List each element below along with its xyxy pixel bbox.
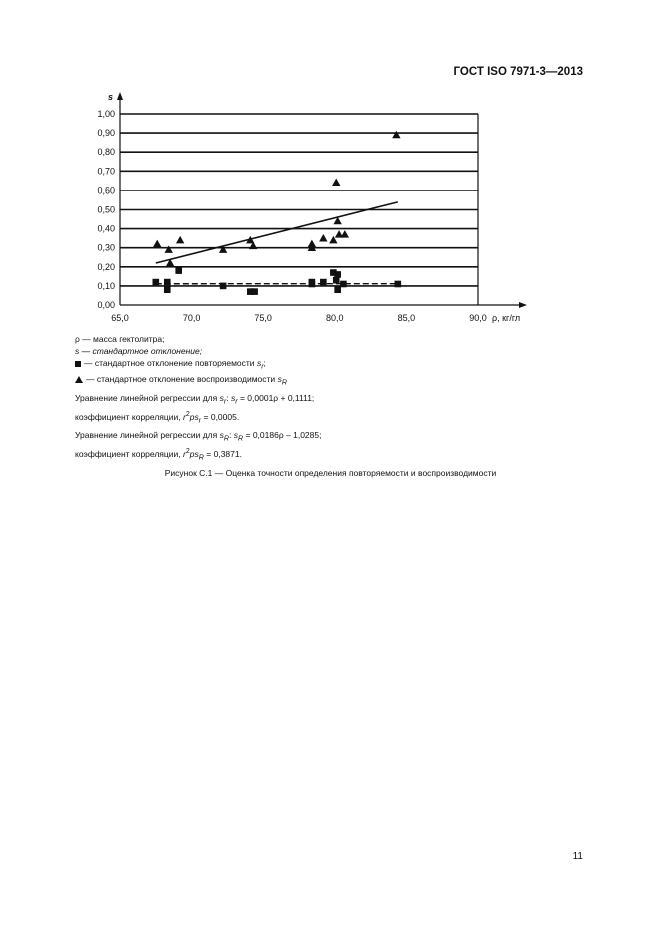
- regression-sr-line1: [75, 392, 314, 408]
- x-tick-label: 80,0: [326, 313, 344, 323]
- square-point: [220, 283, 227, 290]
- y-tick-label: 0,90: [97, 128, 115, 139]
- eq-sup: 2: [185, 409, 190, 418]
- triangle-point: [332, 179, 340, 187]
- legend-s-text: s — стандартное отклонение;: [75, 346, 203, 356]
- triangle-point: [341, 230, 349, 238]
- triangle-point: [392, 131, 400, 139]
- square-point: [334, 286, 341, 293]
- eq-symbol: r: [183, 411, 186, 422]
- x-axis-label: ρ, кг/гл: [492, 313, 521, 323]
- eq-symbol: s: [233, 430, 238, 440]
- chart-axes: [117, 92, 527, 308]
- x-tick-label: 70,0: [182, 313, 201, 323]
- y-tick-label: 0,30: [97, 242, 115, 253]
- square-point: [251, 288, 258, 295]
- x-tick-labels: [111, 313, 487, 323]
- eq-symbol: ps: [189, 411, 199, 422]
- eq-text: Уравнение линейной регрессии для: [75, 393, 218, 403]
- triangle-point: [319, 234, 327, 242]
- eq-symbol: s: [219, 430, 224, 440]
- scatter-chart: [0, 0, 661, 330]
- eq-symbol: s: [219, 393, 224, 403]
- y-tick-label: 1,00: [97, 109, 115, 119]
- legend-rho: ρ — масса гектолитра;: [75, 334, 165, 344]
- eq-sub: r: [198, 416, 202, 425]
- x-tick-label: 90,0: [469, 313, 487, 323]
- eq-text: = 0,3871.: [206, 448, 242, 459]
- regression-sr: [75, 392, 314, 426]
- triangle-point: [164, 245, 172, 253]
- y-tick-label: 0,70: [97, 166, 115, 177]
- eq-text: коэффициент корреляции,: [75, 448, 181, 459]
- y-tick-label: 0,10: [97, 280, 115, 291]
- triangle-point: [176, 236, 184, 244]
- x-axis-arrow-icon: [519, 302, 527, 308]
- data-points: [153, 131, 402, 295]
- eq-text: = 0,0001ρ + 0,1111;: [239, 393, 315, 403]
- y-tick-label: 0,80: [97, 147, 115, 158]
- eq-sub: r: [235, 397, 238, 406]
- y-tick-label: 0,50: [97, 204, 115, 215]
- eq-text: :: [229, 430, 232, 440]
- y-tick-label: 0,20: [97, 261, 115, 272]
- chart-grid: [120, 114, 478, 305]
- trendline-triangle: [156, 202, 398, 263]
- eq-sub: R: [198, 453, 204, 462]
- regression-sR: [75, 429, 321, 463]
- square-point: [175, 267, 182, 274]
- y-tick-label: 0,40: [97, 223, 115, 234]
- legend-sr-text: — стандартное отклонение повторяемости: [84, 358, 255, 368]
- square-point: [340, 281, 347, 288]
- eq-text: = 0,0005.: [203, 411, 240, 422]
- eq-text: = 0,0186ρ – 1,0285;: [245, 430, 322, 440]
- square-point: [320, 279, 327, 286]
- square-point: [334, 271, 341, 278]
- y-tick-label: 0,00: [97, 300, 115, 310]
- eq-sub: R: [238, 434, 244, 443]
- legend-sr: [75, 357, 287, 373]
- y-tick-labels: [97, 109, 115, 310]
- y-axis-arrow-icon: [117, 92, 123, 100]
- eq-symbol: ps: [189, 448, 199, 459]
- square-point: [164, 279, 171, 286]
- square-point: [309, 281, 316, 288]
- document-standard-code: ГОСТ ISO 7971-3—2013: [453, 66, 583, 78]
- triangle-point: [153, 240, 161, 248]
- y-tick-label: 0,60: [97, 185, 115, 196]
- page-number: 11: [572, 851, 583, 862]
- legend-s: [75, 345, 287, 357]
- legend-sr-symbol: s: [256, 358, 262, 368]
- x-tick-label: 75,0: [254, 313, 272, 323]
- legend-sr-suffix: ;: [263, 358, 266, 368]
- legend-sr-sub: r: [261, 362, 264, 371]
- eq-text: :: [226, 393, 229, 403]
- legend-sR-sub: R: [281, 378, 287, 387]
- square-point: [395, 281, 402, 288]
- eq-text: коэффициент корреляции,: [75, 411, 181, 422]
- legend: [75, 333, 287, 388]
- eq-symbol: s: [230, 393, 236, 403]
- eq-sub: r: [223, 397, 227, 406]
- legend-sR-symbol: s: [277, 373, 282, 384]
- trendlines: [156, 202, 398, 284]
- regression-sR-line2: [75, 445, 321, 464]
- square-point: [333, 277, 340, 284]
- eq-sub: R: [223, 434, 229, 443]
- legend-sR: [75, 373, 287, 389]
- y-axis-label: s: [108, 92, 114, 102]
- regression-sR-line1: [75, 429, 321, 445]
- x-tick-label: 85,0: [397, 313, 416, 323]
- x-tick-label: 65,0: [111, 313, 129, 323]
- eq-text: Уравнение линейной регрессии для: [75, 430, 218, 440]
- regression-sr-line2: [75, 408, 314, 427]
- eq-sup: 2: [185, 446, 190, 455]
- square-point: [153, 279, 160, 286]
- figure-caption: Рисунок С.1 — Оценка точности определения повторяемости и воспроизводимости: [164, 468, 497, 478]
- triangle-marker-icon: [75, 376, 83, 383]
- eq-symbol: r: [183, 448, 186, 459]
- square-marker-icon: [75, 361, 81, 367]
- square-point: [164, 286, 171, 293]
- legend-sR-text: — стандартное отклонение воспроизводимости: [86, 373, 276, 384]
